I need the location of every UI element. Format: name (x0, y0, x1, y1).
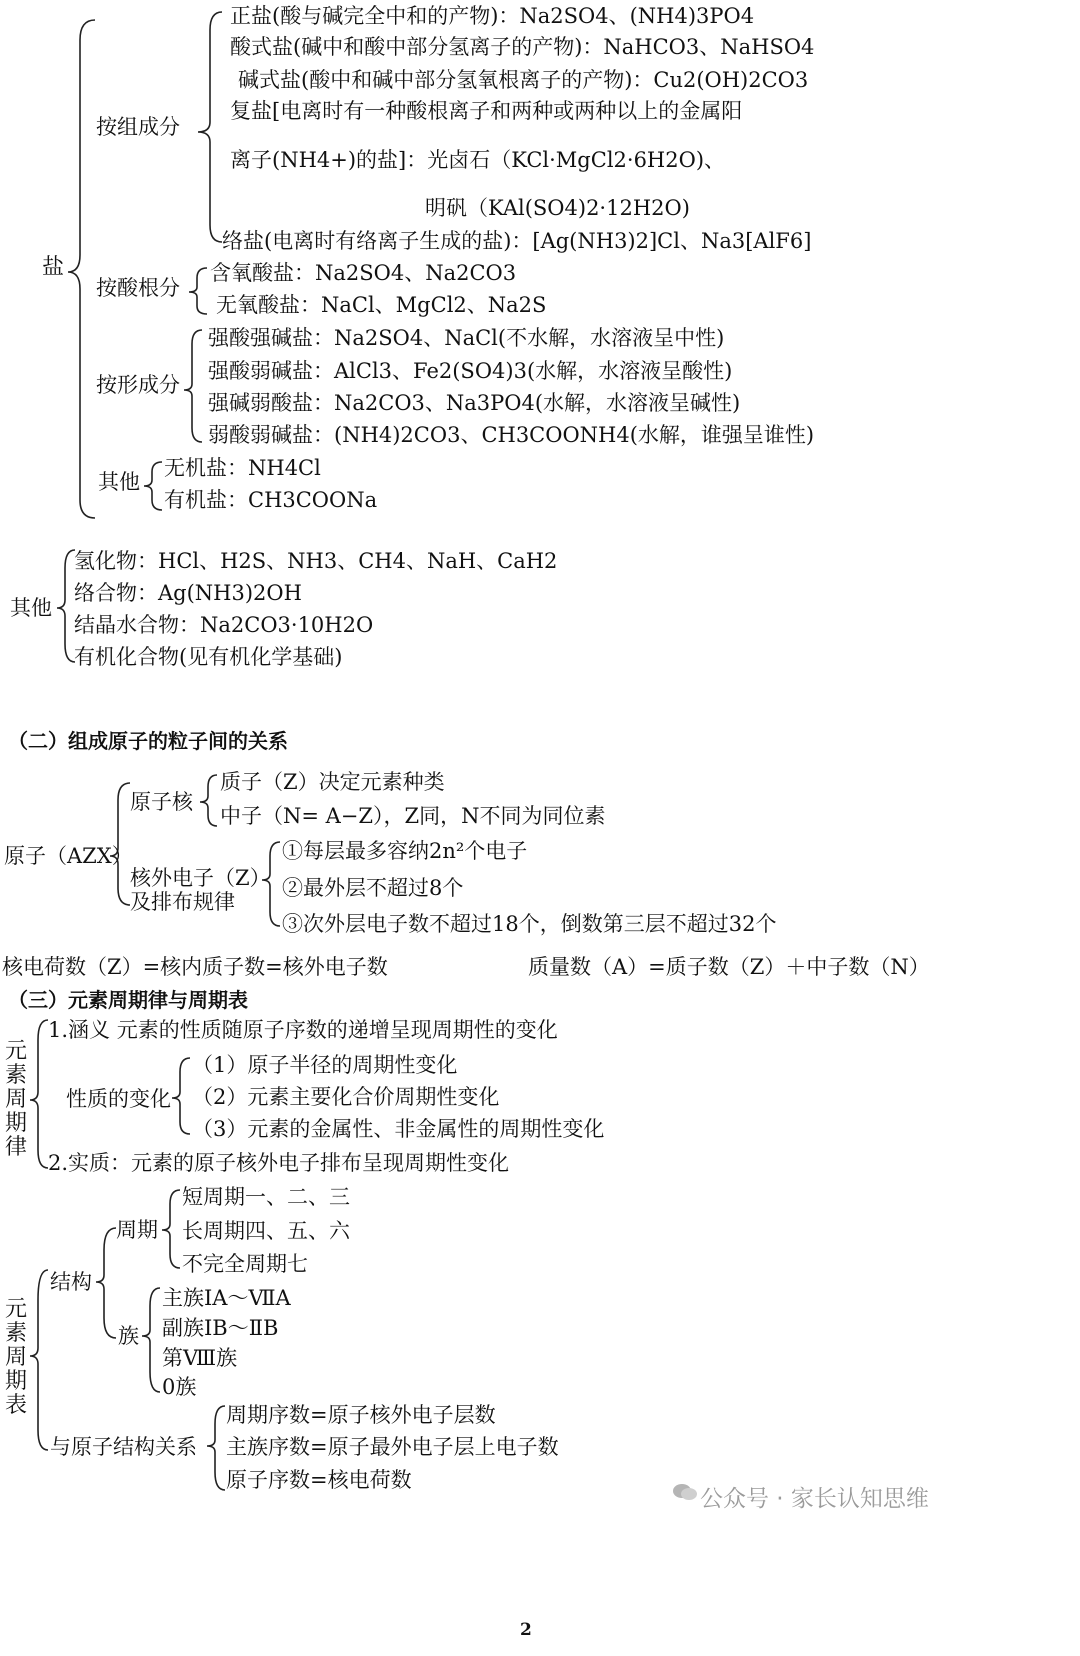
organic-salt: 有机盐：CH3COONa (164, 488, 378, 512)
hydride: 氢化物：HCl、H2S、NH3、CH4、NaH、CaH2 (74, 549, 558, 573)
group-zero: 0族 (162, 1375, 197, 1399)
periodic-table-label: 元素周期表 (4, 1297, 27, 1418)
section3-title: （三）元素周期律与周期表 (8, 988, 248, 1012)
by-acid-radical-label: 按酸根分 (96, 276, 180, 300)
by-composition-label: 按组成分 (96, 115, 180, 139)
short-period: 短周期一、二、三 (182, 1185, 350, 1209)
complex-salt: 络盐(电离时有络离子生成的盐)：[Ag(NH3)2]Cl、Na3[AlF6] (222, 229, 812, 253)
relation-1: 周期序数=原子核外电子层数 (226, 1403, 496, 1427)
electron-rule-3: ③次外层电子数不超过18个，倒数第三层不超过32个 (282, 912, 777, 936)
strong-acid-weak-base-salt: 强酸弱碱盐：AlCl3、Fe2(SO4)3(水解，水溶液呈酸性) (208, 359, 733, 383)
weak-acid-weak-base-salt: 弱酸弱碱盐：(NH4)2CO3、CH3COONH4(水解，谁强呈谁性) (208, 423, 815, 447)
salt-others-label: 其他 (98, 470, 140, 494)
strong-acid-strong-base-salt: 强酸强碱盐：Na2SO4、NaCl(不水解，水溶液呈中性) (208, 326, 725, 350)
double-salt-line2: 离子(NH4+)的盐]：光卤石（KCl·MgCl2·6H2O)、 (230, 148, 726, 172)
periodic-law-label: 元素周期律 (4, 1039, 27, 1160)
sub-group: 副族ⅠB～ⅡB (162, 1316, 279, 1340)
non-oxyacid-salt: 无氧酸盐：NaCl、MgCl2、Na2S (216, 293, 547, 317)
crystal-hydrate: 结晶水合物：Na2CO3·10H2O (74, 613, 374, 637)
strong-base-weak-acid-salt: 强碱弱酸盐：Na2CO3、Na3PO4(水解，水溶液呈碱性) (208, 391, 741, 415)
acid-salt: 酸式盐(碱中和酸中部分氢离子的产物)：NaHCO3、NaHSO4 (230, 35, 815, 59)
long-period: 长周期四、五、六 (182, 1219, 350, 1243)
other-label: 其他 (10, 596, 52, 620)
arrangement-rule-label: 及排布规律 (130, 890, 235, 914)
oxyacid-salt: 含氧酸盐：Na2SO4、Na2CO3 (210, 261, 517, 285)
by-formation-label: 按形成分 (96, 373, 180, 397)
organic-compound: 有机化合物(见有机化学基础) (74, 645, 343, 669)
electron-label: 核外电子（Z） (130, 866, 271, 890)
incomplete-period: 不完全周期七 (182, 1252, 308, 1276)
neutron-line: 中子（N= A−Z），Z同，N不同为同位素 (220, 804, 606, 828)
relation-label: 与原子结构关系 (50, 1435, 197, 1459)
law-meaning: 1.涵义 元素的性质随原子序数的递增呈现周期性的变化 (48, 1018, 558, 1042)
period-label: 周期 (116, 1218, 158, 1242)
law-essence: 2.实质：元素的原子核外电子排布呈现周期性变化 (48, 1151, 510, 1175)
basic-salt: 碱式盐(酸中和碱中部分氢氧根离子的产物)：Cu2(OH)2CO3 (238, 68, 809, 92)
law-property-2: （2）元素主要化合价周期性变化 (192, 1085, 500, 1109)
group-viii: 第Ⅷ族 (162, 1346, 238, 1370)
electron-rule-1: ①每层最多容纳2n²个电子 (282, 839, 528, 863)
group-label: 族 (118, 1324, 139, 1348)
nucleus-label: 原子核 (130, 790, 193, 814)
wechat-icon (672, 1482, 698, 1502)
watermark: 公众号 · 家长认知思维 (700, 1486, 929, 1512)
mass-number-formula: 质量数（A）=质子数（Z）＋中子数（N） (528, 955, 930, 979)
salt-root-label: 盐 (42, 255, 65, 280)
law-property-1: （1）原子半径的周期性变化 (192, 1053, 458, 1077)
double-salt-line1: 复盐[电离时有一种酸根离子和两种或两种以上的金属阳 (230, 99, 743, 123)
proton-line: 质子（Z）决定元素种类 (220, 770, 445, 794)
inorganic-salt: 无机盐：NH4Cl (164, 456, 321, 480)
page-number: 2 (520, 1620, 532, 1640)
complex-compound: 络合物：Ag(NH3)2OH (74, 581, 302, 605)
normal-salt: 正盐(酸与碱完全中和的产物)：Na2SO4、(NH4)3PO4 (230, 4, 755, 28)
relation-3: 原子序数=核电荷数 (226, 1468, 412, 1492)
main-group: 主族ⅠA～ⅦA (162, 1286, 291, 1310)
electron-rule-2: ②最外层不超过8个 (282, 876, 464, 900)
property-change-label: 性质的变化 (66, 1087, 171, 1111)
section2-title: （二）组成原子的粒子间的关系 (8, 729, 288, 753)
double-salt-line3: 明矾（KAl(SO4)2·12H2O) (425, 196, 690, 220)
law-property-3: （3）元素的金属性、非金属性的周期性变化 (192, 1117, 605, 1141)
structure-label: 结构 (50, 1270, 92, 1294)
nuclear-charge-formula: 核电荷数（Z）=核内质子数=核外电子数 (2, 955, 388, 979)
relation-2: 主族序数=原子最外电子层上电子数 (226, 1435, 559, 1459)
atom-label: 原子（AZX） (4, 844, 133, 868)
